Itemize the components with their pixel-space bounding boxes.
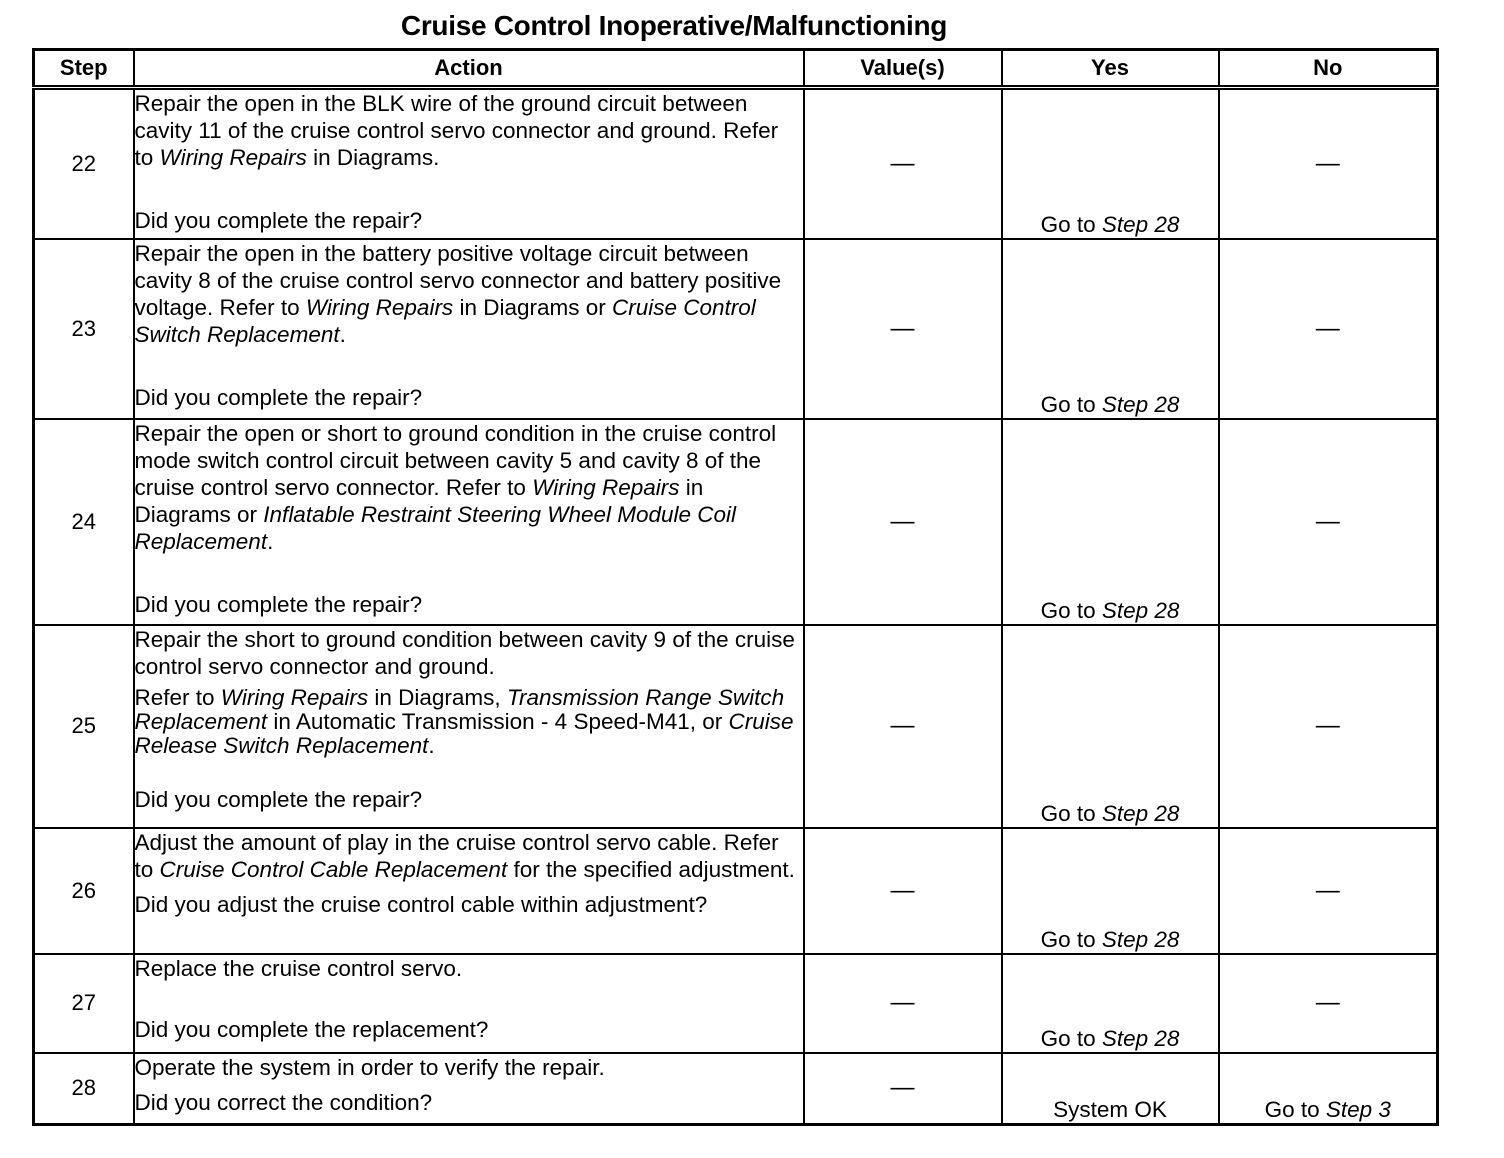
header-action: Action: [134, 50, 804, 88]
action-text: Replace the cruise control servo.: [134, 955, 463, 981]
action-question: Did you complete the repair?: [134, 384, 423, 410]
page-title: Cruise Control Inoperative/Malfunctioning: [400, 10, 948, 41]
action-text: Repair the open in the battery positive voltage circuit between cavity 8 of the cruise control servo connector and battery positive voltage. Refer to Wiring Repairs in Diagrams or Cruise Control Switch Replacement.: [134, 240, 782, 347]
yes-cell: System OK: [1002, 1053, 1219, 1125]
reference-link: Cruise Control Switch Replacement: [134, 294, 756, 347]
action-cell: [134, 1053, 804, 1125]
value-cell: —: [804, 239, 1002, 419]
diagnostic-table: [32, 48, 1439, 1126]
header-yes: Yes: [1002, 50, 1219, 88]
action-question: Did you correct the condition?: [134, 1089, 433, 1115]
goto-step-link: Step 28: [1101, 1025, 1180, 1051]
action-cell: [134, 625, 804, 828]
table-row: [34, 1053, 1438, 1125]
yes-cell: Go to Step 28: [1002, 625, 1219, 828]
value-cell: —: [804, 625, 1002, 828]
step-number: 22: [34, 88, 134, 239]
header-step: Step: [34, 50, 134, 88]
step-number: 28: [34, 1053, 134, 1125]
step-number: 27: [34, 954, 134, 1053]
table-row: [34, 625, 1438, 828]
step-number: 24: [34, 419, 134, 625]
action-text: Refer to Wiring Repairs in Diagrams, Transmission Range Switch Replacement in Automatic Transmission - 4 Speed-M41, or Cruise Release Switch Replacement.: [134, 684, 794, 758]
action-question: Did you adjust the cruise control cable within adjustment?: [134, 891, 708, 917]
reference-link: Wiring Repairs: [532, 474, 680, 500]
no-cell: —: [1219, 239, 1438, 419]
value-cell: —: [804, 419, 1002, 625]
no-cell: —: [1219, 954, 1438, 1053]
header-values: Value(s): [804, 50, 1002, 88]
goto-step-link: Step 28: [1101, 211, 1180, 237]
goto-step-link: Step 28: [1101, 800, 1180, 826]
yes-cell: Go to Step 28: [1002, 828, 1219, 954]
no-cell: —: [1219, 625, 1438, 828]
action-text: Repair the short to ground condition between cavity 9 of the cruise control servo connector and ground.: [134, 626, 795, 679]
value-cell: —: [804, 1053, 1002, 1125]
table-row: [34, 419, 1438, 625]
reference-link: Wiring Repairs: [220, 684, 369, 710]
goto-step-link: Step 3: [1325, 1097, 1391, 1122]
action-text: Adjust the amount of play in the cruise control servo cable. Refer to Cruise Control Cable Replacement for the specified adjustment.: [134, 829, 795, 882]
action-text: Repair the open or short to ground condition in the cruise control mode switch control circuit between cavity 5 and cavity 8 of the cruise control servo connector. Refer to Wiring Repairs in Diagrams or Inflatable Restraint Steering Wheel Module Coil Replacement.: [134, 420, 777, 554]
yes-cell: Go to Step 28: [1002, 88, 1219, 239]
reference-link: Wiring Repairs: [305, 294, 454, 320]
action-cell: [134, 88, 804, 239]
yes-cell: Go to Step 28: [1002, 954, 1219, 1053]
table-row: [34, 828, 1438, 954]
reference-link: Inflatable Restraint Steering Wheel Module Coil Replacement: [134, 501, 737, 554]
reference-link: Transmission Range Switch Replacement: [134, 684, 785, 734]
action-question: Did you complete the repair?: [134, 591, 423, 617]
table-row: [34, 88, 1438, 239]
step-number: 25: [34, 625, 134, 828]
table-row: [34, 954, 1438, 1053]
goto-step-link: Step 28: [1101, 926, 1180, 952]
action-question: Did you complete the repair?: [134, 208, 423, 233]
step-number: 23: [34, 239, 134, 419]
value-cell: —: [804, 828, 1002, 954]
goto-step-link: Step 28: [1101, 391, 1180, 417]
action-question: Did you complete the replacement?: [134, 1016, 489, 1042]
reference-link: Wiring Repairs: [159, 145, 307, 170]
no-cell: —: [1219, 419, 1438, 625]
reference-link: Cruise Release Switch Replacement: [134, 708, 794, 758]
value-cell: —: [804, 954, 1002, 1053]
action-cell: [134, 954, 804, 1053]
yes-cell: Go to Step 28: [1002, 419, 1219, 625]
header-row: [34, 50, 1438, 88]
action-text: Operate the system in order to verify the repair.: [134, 1054, 605, 1080]
step-number: 26: [34, 828, 134, 954]
action-cell: [134, 419, 804, 625]
action-cell: [134, 828, 804, 954]
action-text: Repair the open in the BLK wire of the ground circuit between cavity 11 of the cruise control servo connector and ground. Refer to Wiring Repairs in Diagrams.: [134, 91, 779, 170]
no-cell: —: [1219, 828, 1438, 954]
goto-step-link: Step 28: [1101, 597, 1180, 623]
yes-cell: Go to Step 28: [1002, 239, 1219, 419]
no-cell: —: [1219, 88, 1438, 239]
no-cell: Go to Step 3: [1219, 1053, 1438, 1125]
reference-link: Cruise Control Cable Replacement: [159, 856, 508, 882]
action-cell: [134, 239, 804, 419]
value-cell: —: [804, 88, 1002, 239]
action-question: Did you complete the repair?: [134, 786, 423, 812]
header-no: No: [1219, 50, 1438, 88]
table-row: [34, 239, 1438, 419]
